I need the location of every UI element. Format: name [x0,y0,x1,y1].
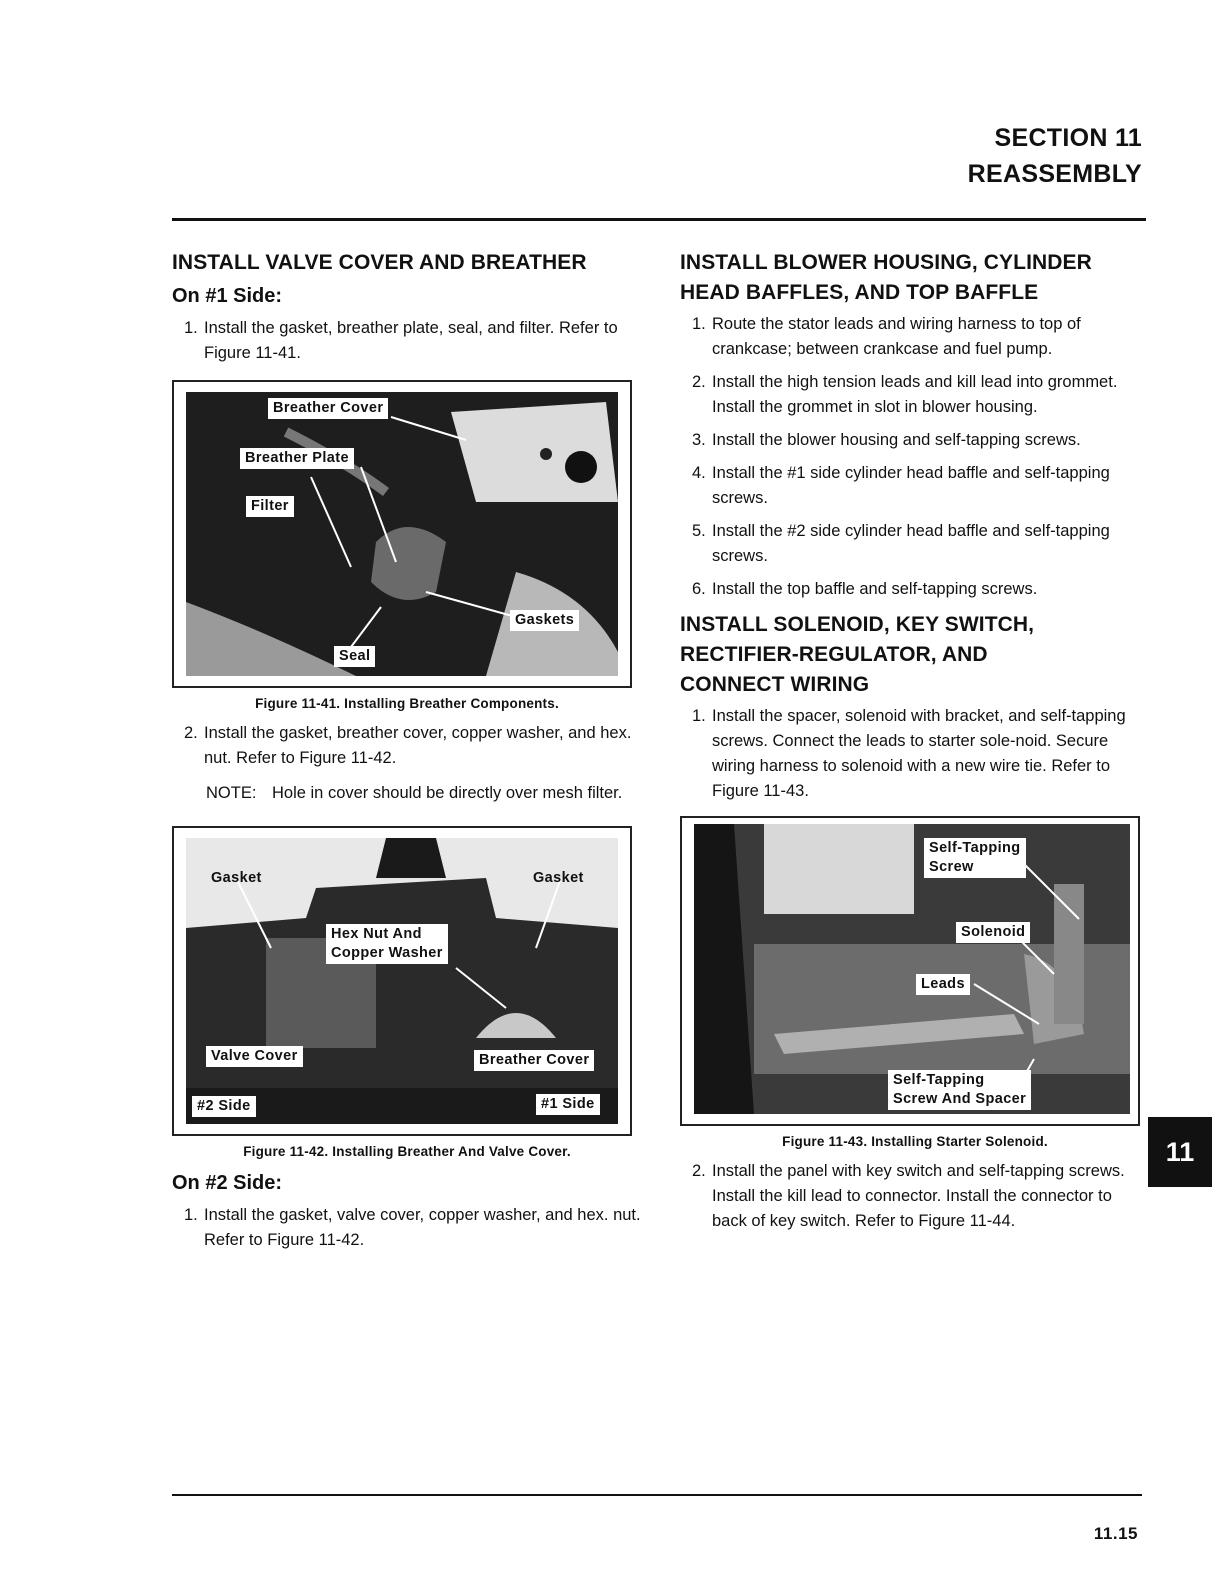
step-number: 1. [184,319,198,337]
header-rule [172,218,1146,221]
left-column [172,248,642,1261]
label-breather-cover-42: Breather Cover [474,1050,594,1071]
solenoid-heading [680,610,1150,700]
blower-step: 2. Install the high tension leads and kill lead into grommet. Install the grommet in slot in blower housing. [692,373,1118,416]
blower-step: 1. Route the stator leads and wiring harness to top of crankcase; between crankcase and fuel pump. [692,315,1081,358]
step-number: 1. [184,1206,198,1224]
label-hex-nut-line1: Hex Nut And [331,926,422,942]
figure-11-43-caption: Figure 11-43. Installing Starter Solenoid. [782,1134,1048,1149]
solenoid-heading-line3: CONNECT WIRING [680,673,870,696]
step-number: 2. [692,1162,706,1180]
solenoid-step-1 [680,704,1150,804]
label-hex-nut [326,924,448,964]
label-self-tapping-spacer [888,1070,1031,1110]
figure-11-42 [172,826,632,1136]
label-side-1: #1 Side [536,1094,600,1115]
side-2-heading: On #2 Side: [172,1172,283,1194]
step-text: Install the gasket, breather plate, seal, and filter. Refer to Figure 11-41. [204,319,618,362]
label-side-2: #2 Side [192,1096,256,1117]
label-filter: Filter [246,496,294,517]
label-solenoid: Solenoid [956,922,1030,943]
label-gasket-right: Gasket [533,870,584,886]
note-label: NOTE: [206,784,257,802]
label-breather-cover: Breather Cover [268,398,388,419]
section-number: SECTION 11 [994,124,1142,152]
blower-step: 4. Install the #1 side cylinder head baffle and self-tapping screws. [692,464,1110,507]
solenoid-step-2 [680,1159,1150,1234]
figure-11-41 [172,380,632,688]
label-self-tapping-spacer-line2: Screw And Spacer [893,1091,1027,1107]
step-number: 2. [184,724,198,742]
blower-housing-heading-line2: HEAD BAFFLES, AND TOP BAFFLE [680,281,1039,304]
label-hex-nut-line2: Copper Washer [331,945,443,961]
note [172,781,642,806]
solenoid-heading-line1: INSTALL SOLENOID, KEY SWITCH, [680,613,1035,636]
label-self-tapping-spacer-line1: Self-Tapping [893,1072,985,1088]
label-gasket-left: Gasket [211,870,262,886]
side-2-step-1 [172,1203,642,1253]
label-gaskets: Gaskets [510,610,579,631]
label-self-tapping-screw-line1: Self-Tapping [929,840,1021,856]
step-text: Install the panel with key switch and self-tapping screws. Install the kill lead to connector. Install the connector to back of key switch. Refer to Figure 11-44. [712,1162,1125,1230]
section-header [968,120,1142,192]
page-number: 11.15 [1093,1524,1138,1543]
figure-11-42-caption: Figure 11-42. Installing Breather And Valve Cover. [243,1144,571,1159]
blower-step: 5. Install the #2 side cylinder head baffle and self-tapping screws. [692,522,1110,565]
blower-housing-heading [680,248,1150,308]
step-number: 1. [692,707,706,725]
valve-cover-heading: INSTALL VALVE COVER AND BREATHER [172,251,587,274]
step-2 [172,721,642,771]
step-text: Install the spacer, solenoid with bracket, and self-tapping screws. Connect the leads to starter sole-noid. Secure wiring harness to solenoid with a new wire tie. Refer to Figure 11-43. [712,707,1126,800]
step-text: Install the gasket, breather cover, copper washer, and hex. nut. Refer to Figure 11-42. [204,724,632,767]
blower-step: 6. Install the top baffle and self-tapping screws. [692,580,1038,598]
label-valve-cover: Valve Cover [206,1046,303,1067]
label-leads: Leads [916,974,970,995]
step-text: Install the gasket, valve cover, copper washer, and hex. nut. Refer to Figure 11-42. [204,1206,641,1249]
solenoid-heading-line2: RECTIFIER-REGULATOR, AND [680,643,988,666]
note-text: Hole in cover should be directly over mesh filter. [272,784,623,802]
breather-photo [186,392,618,676]
label-self-tapping-screw [924,838,1026,878]
blower-step: 3. Install the blower housing and self-tapping screws. [692,431,1081,449]
side-1-heading: On #1 Side: [172,285,283,307]
section-title: REASSEMBLY [967,160,1142,188]
label-seal: Seal [334,646,375,667]
figure-11-41-caption: Figure 11-41. Installing Breather Components. [255,696,559,711]
figure-11-43 [680,816,1140,1126]
footer-rule [172,1494,1142,1496]
step-1 [172,316,642,366]
section-tab: 11 [1148,1117,1212,1187]
blower-housing-heading-line1: INSTALL BLOWER HOUSING, CYLINDER [680,251,1092,274]
label-breather-plate: Breather Plate [240,448,354,469]
right-column [680,248,1150,1242]
label-self-tapping-screw-line2: Screw [929,859,974,875]
